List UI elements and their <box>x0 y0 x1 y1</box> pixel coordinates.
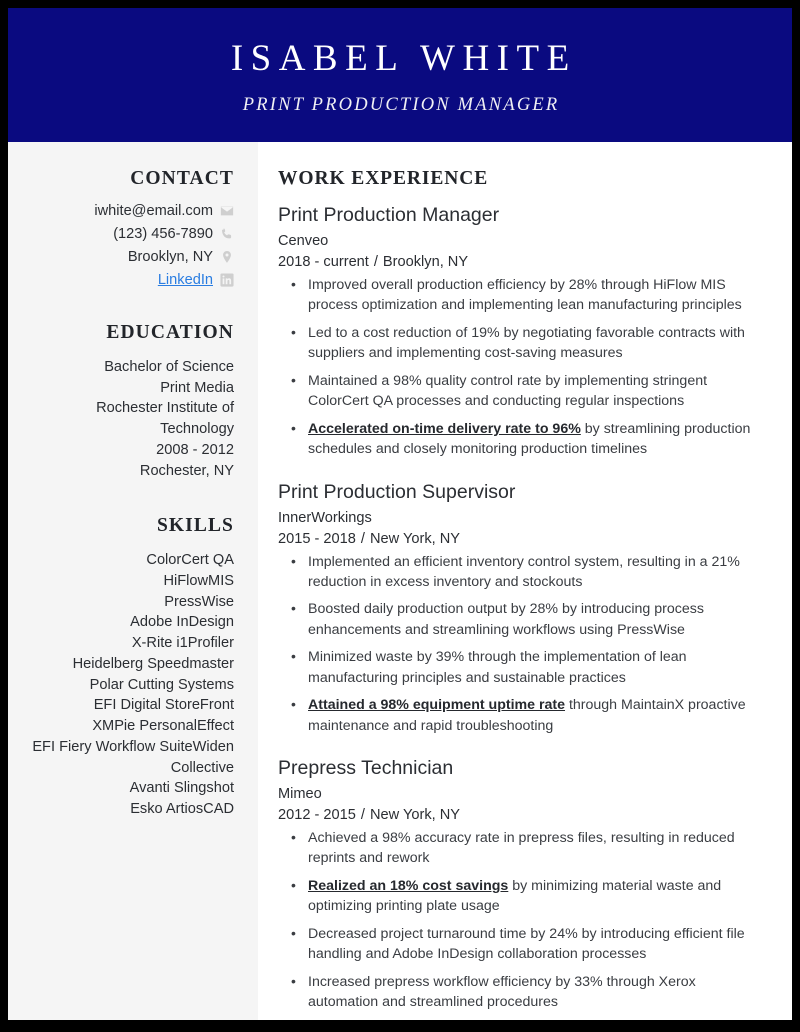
work-experience-heading: WORK EXPERIENCE <box>278 168 489 189</box>
skills-list <box>22 550 234 819</box>
bullet-text: Increased prepress workflow efficiency by 33% through Xerox automation and streamlined procedures <box>308 973 696 1011</box>
skills-heading: SKILLS <box>156 515 234 537</box>
skill-item: EFI Digital StoreFront <box>93 697 234 714</box>
education-line: Bachelor of Science <box>104 359 234 375</box>
skill-item: Adobe InDesign <box>130 614 234 631</box>
job-bullet <box>278 275 752 316</box>
main-column <box>258 142 792 1020</box>
job-bullet <box>278 552 752 593</box>
skill-item: Avanti Slingshot <box>129 780 234 797</box>
job-bullet <box>278 599 752 640</box>
job-meta-separator: / <box>373 254 378 270</box>
education-heading: EDUCATION <box>106 322 234 343</box>
bullet-text: by minimizing material waste and optimizing printing plate usage <box>308 877 722 915</box>
linkedin-icon <box>220 273 234 287</box>
job-entry <box>278 204 752 460</box>
contact-value: Brooklyn, NY <box>127 249 213 265</box>
contact-row <box>22 226 234 242</box>
job-company: InnerWorkings <box>278 509 372 526</box>
bullet-text: Improved overall production efficiency by 28% through HiFlow MIS process optimization and implementing lean manufacturing principles <box>308 277 742 314</box>
skills-section <box>22 515 234 819</box>
job-meta <box>278 254 752 270</box>
resume-body <box>8 142 792 1020</box>
job-entry <box>278 481 752 737</box>
skill-item: ColorCert QA <box>146 552 234 569</box>
resume-page <box>8 8 792 1020</box>
bullet-text: Boosted daily production output by 28% by introducing process enhancements and streamlining workflows using PressWise <box>308 601 704 638</box>
contact-value: (123) 456-7890 <box>113 226 213 242</box>
job-bullet <box>278 695 752 736</box>
bullet-emphasis: Accelerated on-time delivery rate to 96% <box>308 420 581 437</box>
education-line: Print Media <box>160 379 234 396</box>
bullet-text: by streamlining production schedules and closely monitoring production timelines <box>308 420 751 458</box>
bullet-text: Implemented an efficient inventory control system, resulting in a 21% reduction in excess inventory and stockouts <box>308 553 740 590</box>
job-dates: 2015 - 2018 <box>278 530 356 547</box>
skill-item: X-Rite i1Profiler <box>131 635 234 652</box>
education-line: 2008 - 2012 <box>156 441 234 458</box>
phone-icon <box>220 227 234 241</box>
job-meta <box>278 807 752 823</box>
contact-heading: CONTACT <box>130 168 234 189</box>
job-location: New York, NY <box>369 530 461 547</box>
bullet-text: Led to a cost reduction of 19% by negotiating favorable contracts with suppliers and implementing cost-saving measures <box>308 324 745 362</box>
job-bullet <box>278 419 752 460</box>
contact-value: iwhite@email.com <box>94 203 213 219</box>
resume-header <box>8 8 792 142</box>
skill-item: PressWise <box>164 593 234 610</box>
job-bullet <box>278 876 752 917</box>
job-meta-separator: / <box>360 807 365 823</box>
skill-item: Polar Cutting Systems <box>89 676 234 693</box>
education-list <box>22 357 234 481</box>
skill-item: XMPie PersonalEffect <box>92 718 234 735</box>
bullet-text: Maintained a 98% quality control rate by implementing stringent ColorCert QA processes and conducting regular inspections <box>308 372 708 410</box>
job-dates: 2018 - current <box>278 254 369 270</box>
job-bullet <box>278 371 752 412</box>
sidebar <box>8 142 258 1020</box>
job-location: Brooklyn, NY <box>382 254 469 270</box>
contact-row <box>22 249 234 265</box>
skill-item: Heidelberg Speedmaster <box>72 655 234 672</box>
bullet-emphasis: Attained a 98% equipment uptime rate <box>308 697 566 714</box>
bullet-text: Achieved a 98% accuracy rate in prepress files, resulting in reduced reprints and rework <box>308 830 735 867</box>
skill-item: HiFlowMIS <box>163 573 234 590</box>
job-bullet <box>278 972 752 1013</box>
job-location: New York, NY <box>369 807 461 823</box>
job-list <box>278 204 752 1013</box>
envelope-icon <box>220 204 234 218</box>
job-entry <box>278 757 752 1013</box>
education-section <box>22 322 234 481</box>
skill-item: Widen Collective <box>170 738 234 776</box>
job-bullet-list <box>278 275 752 460</box>
bullet-text: through MaintainX proactive maintenance and rapid troubleshooting <box>308 697 746 734</box>
job-title: Print Production Manager <box>278 204 500 226</box>
job-company: Mimeo <box>278 786 322 802</box>
contact-row[interactable] <box>22 272 234 288</box>
job-title: Print Production Supervisor <box>278 480 516 503</box>
skill-item: EFI Fiery Workflow Suite <box>32 738 193 755</box>
contact-list <box>22 203 234 288</box>
candidate-name: ISABEL WHITE <box>230 37 577 79</box>
skill-item: Esko ArtiosCAD <box>130 800 234 817</box>
job-meta <box>278 531 752 547</box>
job-bullet <box>278 924 752 965</box>
job-bullet-list <box>278 828 752 1013</box>
job-bullet-list <box>278 552 752 737</box>
contact-section <box>22 168 234 288</box>
job-meta-separator: / <box>360 530 365 547</box>
map-pin-icon <box>220 250 234 264</box>
bullet-text: Minimized waste by 39% through the implementation of lean manufacturing principles and sustainable practices <box>308 649 687 686</box>
linkedin-link[interactable]: LinkedIn <box>157 272 213 288</box>
job-title: Prepress Technician <box>278 757 454 779</box>
contact-row <box>22 203 234 219</box>
job-bullet <box>278 828 752 869</box>
job-dates: 2012 - 2015 <box>278 807 356 823</box>
bullet-text: Decreased project turnaround time by 24% by introducing efficient file handling and Adobe InDesign collaboration processes <box>308 925 745 963</box>
job-bullet <box>278 647 752 688</box>
candidate-job-title: PRINT PRODUCTION MANAGER <box>242 95 560 116</box>
education-line: Rochester, NY <box>139 462 234 479</box>
education-line: Rochester Institute of Technology <box>96 400 234 438</box>
job-company: Cenveo <box>278 233 329 249</box>
bullet-emphasis: Realized an 18% cost savings <box>308 877 509 894</box>
job-bullet <box>278 323 752 364</box>
